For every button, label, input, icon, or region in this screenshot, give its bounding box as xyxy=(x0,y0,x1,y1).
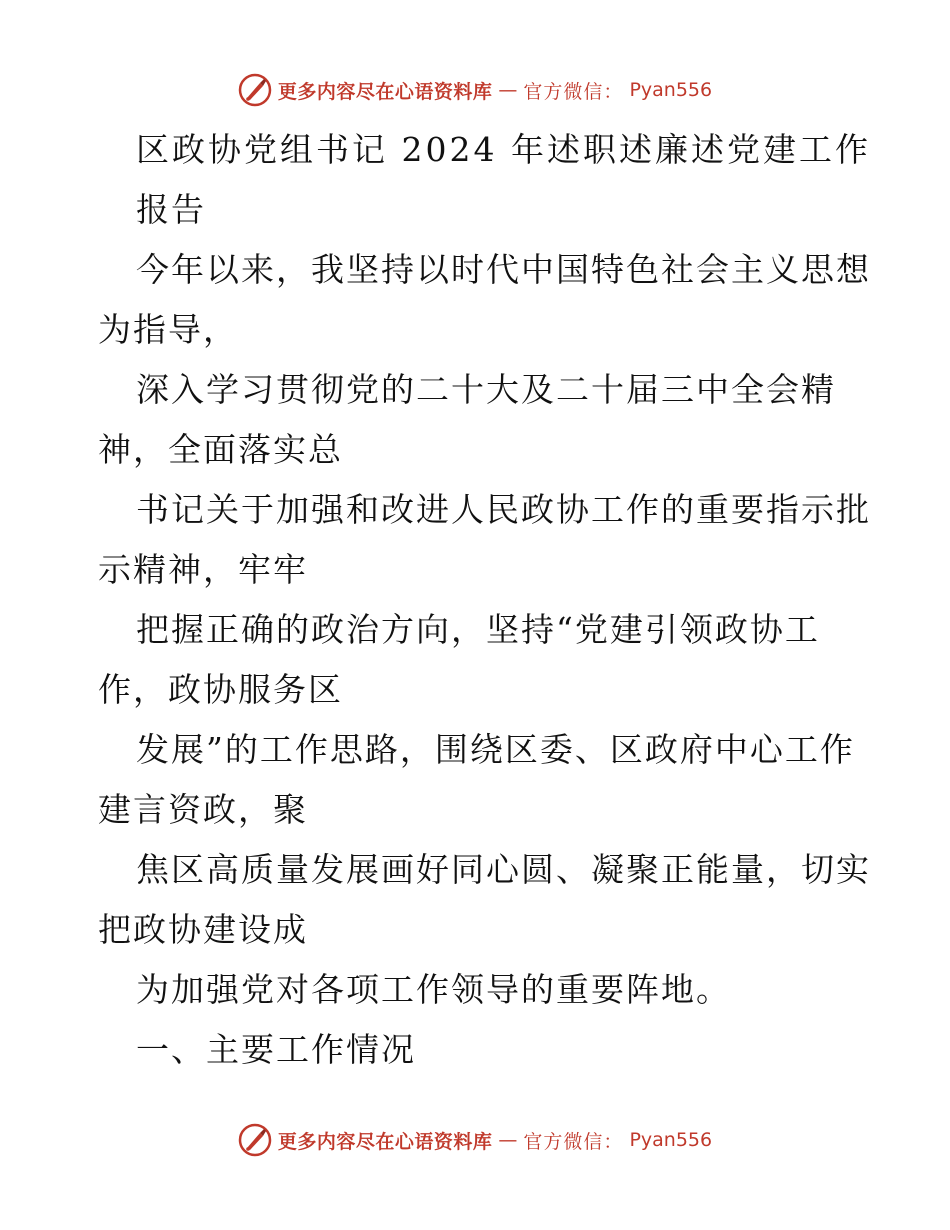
banner-wechat-label: 官方微信： xyxy=(523,80,624,103)
paragraph-line: 今年以来，我坚持以时代中国特色社会主义思想 xyxy=(136,250,871,289)
banner-dash: — xyxy=(498,1129,518,1151)
paragraph-line: 把握正确的政治方向，坚持“党建引领政协工 xyxy=(136,610,820,649)
section-heading: 一、主要工作情况 xyxy=(136,1030,416,1069)
paragraph-line: 示精神，牢牢 xyxy=(98,550,308,589)
paragraph-line: 建言资政，聚 xyxy=(98,790,308,829)
paragraph-line: 神，全面落实总 xyxy=(98,430,343,469)
paragraph-line: 书记关于加强和改进人民政协工作的重要指示批 xyxy=(136,490,871,529)
footer-banner xyxy=(0,1120,950,1160)
header-banner xyxy=(0,70,950,110)
banner-brand-text: 更多内容尽在心语资料库 xyxy=(277,80,493,103)
paragraph-line: 发展”的工作思路，围绕区委、区政府中心工作 xyxy=(136,730,855,769)
banner-brand-text: 更多内容尽在心语资料库 xyxy=(277,1130,493,1153)
banner-wechat-label: 官方微信： xyxy=(523,1130,624,1153)
quill-pen-logo-icon xyxy=(238,73,272,107)
paragraph-line: 为指导， xyxy=(98,310,238,349)
quill-pen-logo-icon xyxy=(238,1123,272,1157)
banner-wechat-id: Pyan556 xyxy=(629,79,713,101)
document-title-line-2: 报告 xyxy=(136,190,206,229)
paragraph-line: 作，政协服务区 xyxy=(98,670,343,709)
document-title-line-1: 区政协党组书记 2024 年述职述廉述党建工作 xyxy=(136,130,871,169)
paragraph-line: 把政协建设成 xyxy=(98,910,308,949)
document-body xyxy=(98,120,871,1080)
paragraph-line: 深入学习贯彻党的二十大及二十届三中全会精 xyxy=(136,370,836,409)
paragraph-line: 为加强党对各项工作领导的重要阵地。 xyxy=(136,970,731,1009)
paragraph-line: 焦区高质量发展画好同心圆、凝聚正能量，切实 xyxy=(136,850,871,889)
banner-dash: — xyxy=(498,79,518,101)
banner-wechat-id: Pyan556 xyxy=(629,1129,713,1151)
